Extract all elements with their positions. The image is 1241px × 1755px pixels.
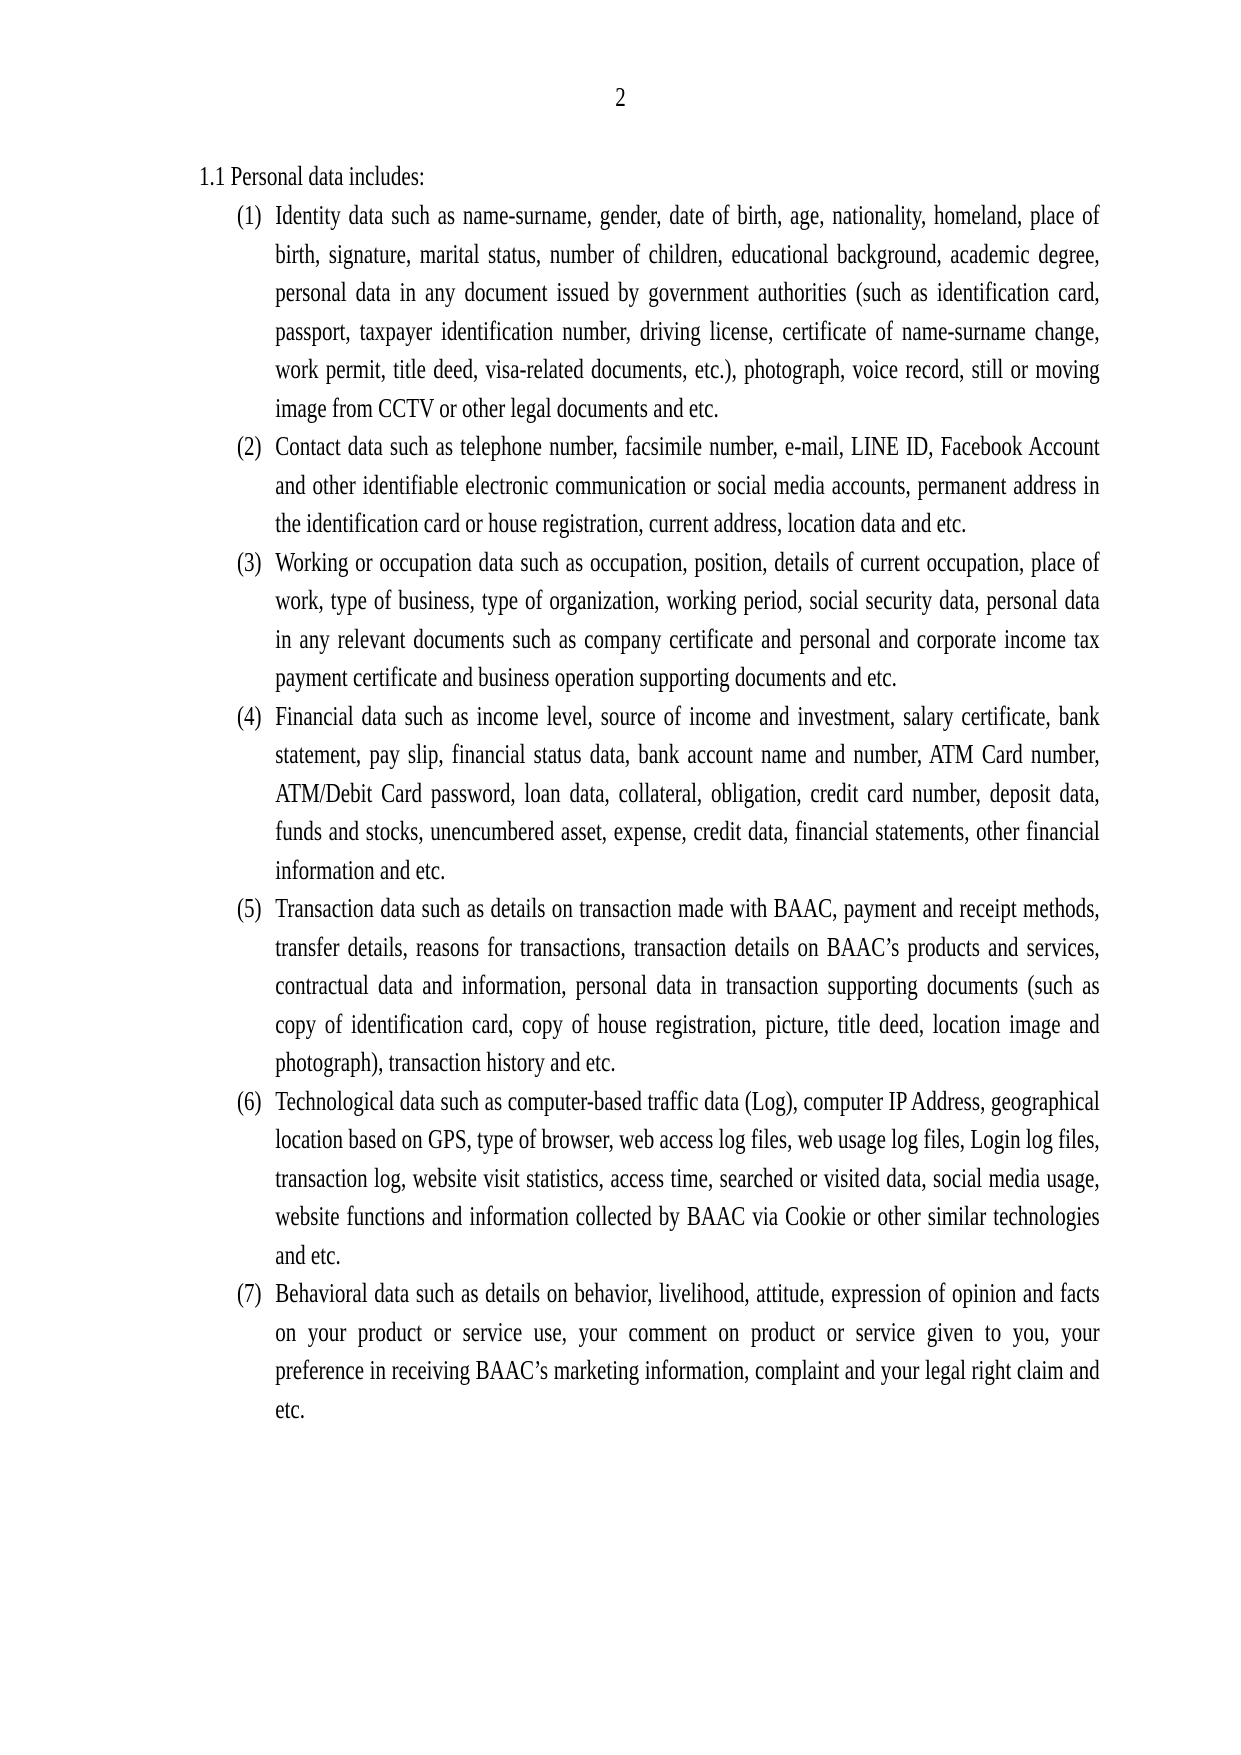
item-marker: (1) bbox=[237, 200, 262, 230]
item-marker: (5) bbox=[237, 893, 262, 923]
item-text: Identity data such as name-surname, gender, date of birth, age, nationality, homeland, place of birth, signature, marital status, number of children, educational background, academic degree, personal data in any document issued by government authorities (such as identification card, passport, taxpayer identification number, driving license, certificate of name-surname change, work permit, title deed, visa-related documents, etc.), photograph, voice record, still or moving image from CCTV or other legal documents and etc. bbox=[275, 200, 1100, 423]
item-text: Behavioral data such as details on behavior, livelihood, attitude, expression of opinion and facts on your product or service use, your comment on product or service given to you, your preference in receiving BAAC’s marketing information, complaint and your legal right claim and etc. bbox=[275, 1278, 1100, 1424]
list-item-transaction-data bbox=[237, 889, 1100, 1082]
list-item-working-data bbox=[237, 543, 1100, 697]
item-marker: (6) bbox=[237, 1085, 262, 1116]
list-item-technological-data bbox=[237, 1082, 1100, 1275]
item-marker: (7) bbox=[237, 1278, 262, 1308]
item-text: Transaction data such as details on transaction made with BAAC, payment and receipt methods, transfer details, reasons for transactions, transaction details on BAAC’s products and services, contractual data and information, personal data in transaction supporting documents (such as copy of identification card, copy of house registration, picture, title deed, location image and photograph), transaction history and etc. bbox=[275, 893, 1100, 1077]
item-text: Financial data such as income level, source of income and investment, salary certificate, bank statement, pay slip, financial status data, bank account name and number, ATM Card number, ATM/Debit Card password, loan data, collateral, obligation, credit card number, deposit data, funds and stocks, unencumbered asset, expense, credit data, financial statements, other financial information and etc. bbox=[275, 700, 1100, 885]
item-marker: (3) bbox=[237, 546, 262, 577]
item-marker: (4) bbox=[237, 700, 262, 731]
personal-data-list bbox=[237, 196, 1100, 1428]
item-text: Contact data such as telephone number, facsimile number, e-mail, LINE ID, Facebook Account and other identifiable electronic communication or social media accounts, permanent address in the identification card or house registration, current address, location data and etc. bbox=[275, 431, 1100, 538]
section-heading: 1.1 Personal data includes: bbox=[199, 161, 425, 191]
item-marker: (2) bbox=[237, 431, 262, 461]
list-item-financial-data bbox=[237, 697, 1100, 890]
item-text: Technological data such as computer-based traffic data (Log), computer IP Address, geographical location based on GPS, type of browser, web access log files, web usage log files, Login log files, transaction log, website visit statistics, access time, searched or visited data, social media usage, website functions and information collected by BAAC via Cookie or other similar technologies and etc. bbox=[275, 1085, 1100, 1270]
list-item-identity-data bbox=[237, 196, 1100, 427]
page-number: 2 bbox=[615, 82, 626, 112]
list-item-contact-data bbox=[237, 427, 1100, 543]
item-text: Working or occupation data such as occupation, position, details of current occupation, place of work, type of business, type of organization, working period, social security data, personal data in any relevant documents such as company certificate and personal and corporate income tax payment certificate and business operation supporting documents and etc. bbox=[275, 546, 1100, 692]
list-item-behavioral-data bbox=[237, 1274, 1100, 1428]
